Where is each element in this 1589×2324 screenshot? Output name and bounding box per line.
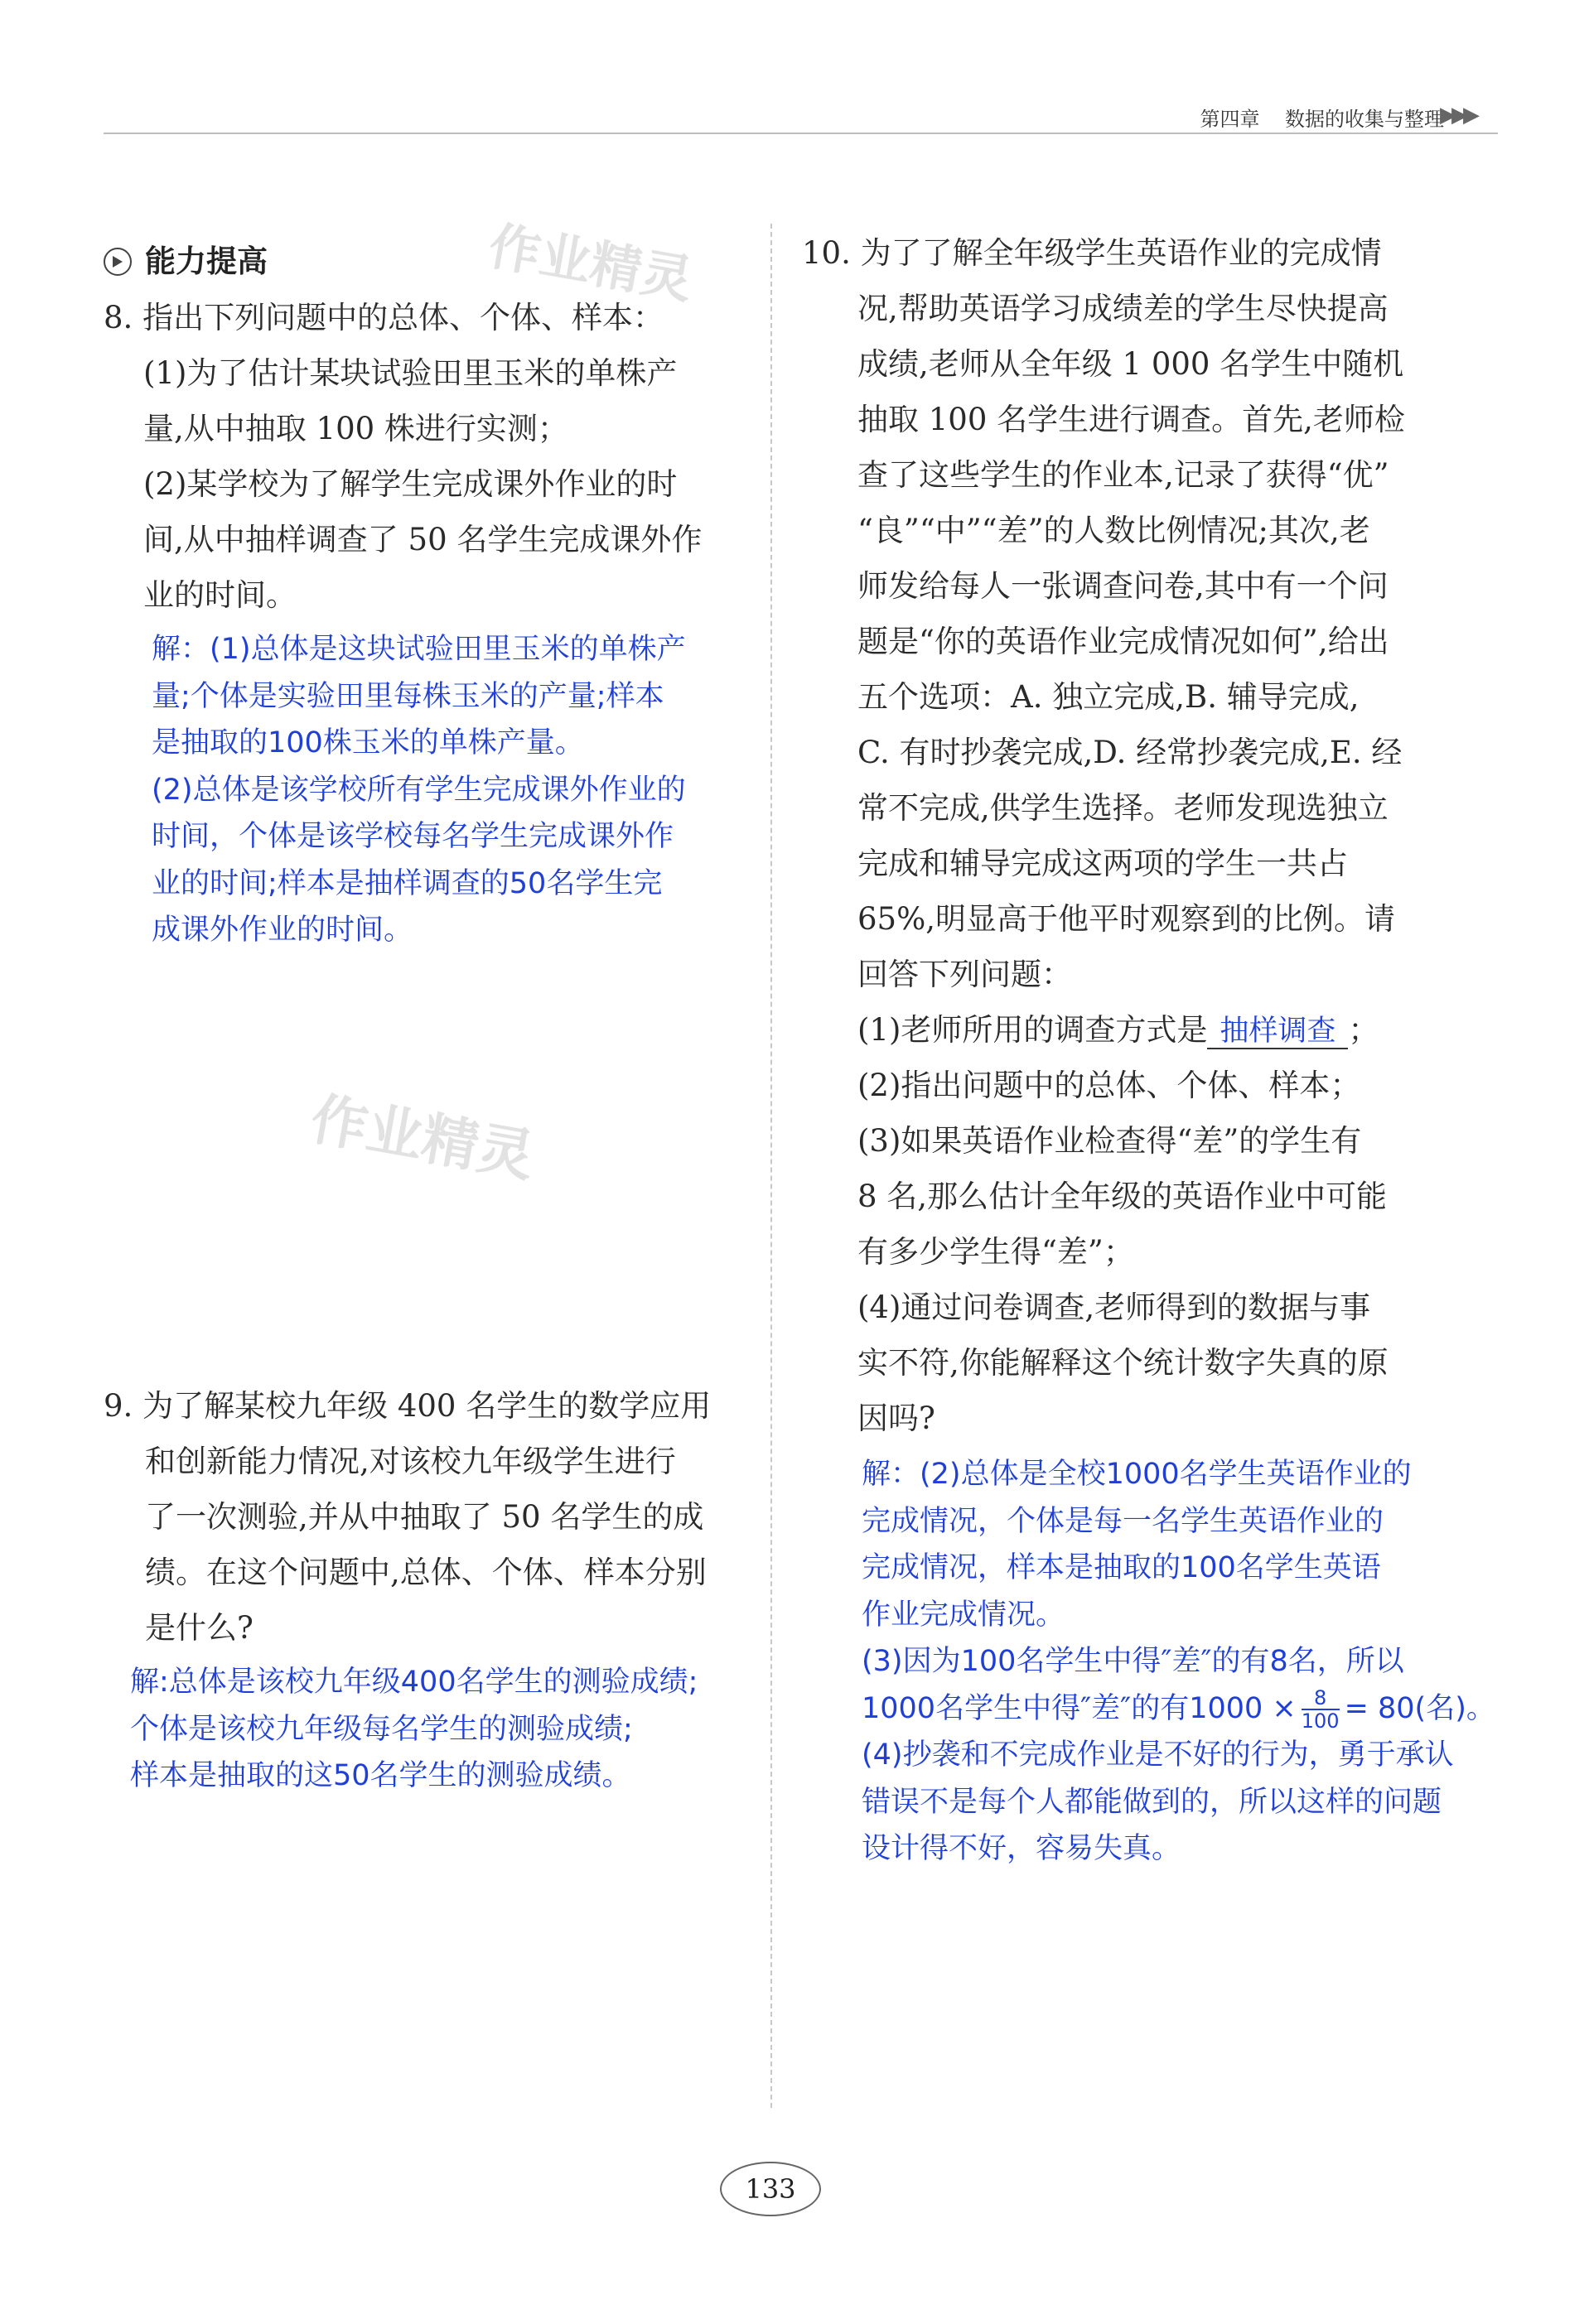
question-line: 业的时间。 (143, 577, 297, 613)
answer-line: 解：(1)总体是这块试验田里玉米的单株产 (152, 633, 686, 666)
question-line: 实不符,你能解释这个统计数字失真的原 (857, 1345, 1389, 1381)
question-line: (3)如果英语作业检查得“差”的学生有 (857, 1123, 1362, 1159)
fill-blank-answer: 抽样调查 (1207, 1015, 1348, 1049)
question-line: 师发给每人一张调查问卷,其中有一个问 (857, 568, 1389, 604)
question-line: 8. 指出下列问题中的总体、个体、样本： (104, 300, 664, 335)
fraction (1302, 1687, 1340, 1732)
question-line: 8 名,那么估计全年级的英语作业中可能 (857, 1179, 1388, 1214)
header-arrows-icon: ▶▶▶ (1440, 103, 1475, 128)
page-number: 133 (720, 2162, 821, 2216)
question-line: 65%,明显高于他平时观察到的比例。请 (857, 901, 1395, 937)
question-line: 10. 为了了解全年级学生英语作业的完成情 (802, 235, 1382, 271)
calc-prefix: 1000名学生中得″差″的有1000 × (862, 1691, 1297, 1725)
question-line: 完成和辅导完成这两项的学生一共占 (857, 846, 1348, 881)
answer-line: 样本是抽取的这50名学生的测验成绩。 (130, 1759, 631, 1792)
answer-10 (802, 1451, 1531, 1873)
sub-question-prefix: (1)老师所用的调查方式是 (857, 1012, 1208, 1048)
left-column (104, 237, 758, 954)
section-title: 能力提高 (145, 243, 268, 279)
question-line: “良”“中”“差”的人数比例情况;其次,老 (857, 513, 1370, 548)
answer-line: 时间，个体是该学校每名学生完成课外作 (152, 820, 674, 853)
answer-calc-line (862, 1685, 1531, 1733)
answer-line: 解:总体是该校九年级400名学生的测验成绩; (130, 1666, 698, 1699)
column-divider (770, 224, 772, 2108)
question-line: 五个选项：A. 独立完成,B. 辅导完成, (857, 679, 1360, 715)
answer-line: 成课外作业的时间。 (152, 914, 413, 947)
question-line: 题是“你的英语作业完成情况如何”,给出 (857, 624, 1389, 659)
question-line: 常不完成,供学生选择。老师发现选独立 (857, 790, 1389, 826)
question-line: 查了这些学生的作业本,记录了获得“优” (857, 457, 1389, 493)
question-line: C. 有时抄袭完成,D. 经常抄袭完成,E. 经 (857, 735, 1403, 770)
question-line: 量,从中抽取 100 株进行实测； (143, 411, 568, 446)
question-line: 成绩,老师从全年级 1 000 名学生中随机 (857, 346, 1404, 382)
question-line: 因吗? (857, 1401, 935, 1436)
answer-line: 错误不是每个人都能做到的，所以这样的问题 (862, 1785, 1442, 1819)
question-line: 了一次测验,并从中抽取了 50 名学生的成 (145, 1499, 704, 1535)
answer-line: 完成情况，个体是每一名学生英语作业的 (862, 1504, 1384, 1538)
question-8 (104, 290, 758, 623)
question-line: 9. 为了解某校九年级 400 名学生的数学应用 (104, 1388, 712, 1424)
question-line: 和创新能力情况,对该校九年级学生进行 (145, 1444, 676, 1479)
calc-suffix: = 80(名)。 (1344, 1691, 1495, 1725)
question-line: (4)通过问卷调查,老师得到的数据与事 (857, 1290, 1371, 1325)
answer-line: 是抽取的100株玉米的单株产量。 (152, 726, 584, 759)
answer-line: 个体是该校九年级每名学生的测验成绩; (130, 1712, 633, 1746)
answer-8 (104, 626, 758, 954)
question-line: 抽取 100 名学生进行调查。首先,老师检 (857, 402, 1405, 437)
question-line: 间,从中抽样调查了 50 名学生完成课外作 (143, 522, 703, 557)
question-line: 有多少学生得“差”； (857, 1234, 1134, 1270)
answer-line: 作业完成情况。 (862, 1598, 1065, 1632)
question-line: 绩。在这个问题中,总体、个体、样本分别 (145, 1555, 707, 1590)
section-heading (104, 237, 758, 287)
chapter-heading (1200, 103, 1444, 132)
answer-line: (3)因为100名学生中得″差″的有8名，所以 (862, 1645, 1404, 1678)
sub-question-1 (802, 1002, 1531, 1058)
answer-line: (4)抄袭和不完成作业是不好的行为，勇于承认 (862, 1738, 1454, 1772)
chapter-label: 第四章 (1200, 108, 1260, 131)
answer-line: 业的时间;样本是抽样调查的50名学生完 (152, 866, 663, 900)
answer-line: 设计得不好，容易失真。 (862, 1832, 1181, 1865)
question-line: 况,帮助英语学习成绩差的学生尽快提高 (857, 291, 1389, 326)
answer-line: 量;个体是实验田里每株玉米的产量;样本 (152, 679, 664, 713)
question-line: 回答下列问题： (857, 957, 1072, 992)
question-9 (104, 1378, 766, 1800)
watermark: 作业精灵 (484, 215, 698, 311)
fraction-denominator: 100 (1301, 1709, 1340, 1733)
sub-question-suffix: ； (1348, 1012, 1379, 1048)
arrow-circle-icon (104, 248, 132, 276)
fraction-numerator: 8 (1302, 1687, 1340, 1710)
question-line: (2)指出问题中的总体、个体、样本； (857, 1068, 1361, 1103)
answer-line: (2)总体是该学校所有学生完成课外作业的 (152, 773, 686, 807)
chapter-title: 数据的收集与整理 (1285, 108, 1444, 131)
answer-9 (104, 1659, 766, 1800)
page-header (0, 91, 1589, 141)
header-rule (104, 133, 1498, 134)
question-line: (1)为了估计某块试验田里玉米的单株产 (143, 355, 678, 391)
answer-line: 完成情况，样本是抽取的100名学生英语 (862, 1551, 1381, 1584)
question-line: (2)某学校为了解学生完成课外作业的时 (143, 466, 678, 502)
question-10 (802, 225, 1531, 1873)
question-line: 是什么? (145, 1610, 254, 1646)
watermark: 作业精灵 (306, 1086, 539, 1190)
answer-line: 解：(2)总体是全校1000名学生英语作业的 (862, 1458, 1412, 1491)
